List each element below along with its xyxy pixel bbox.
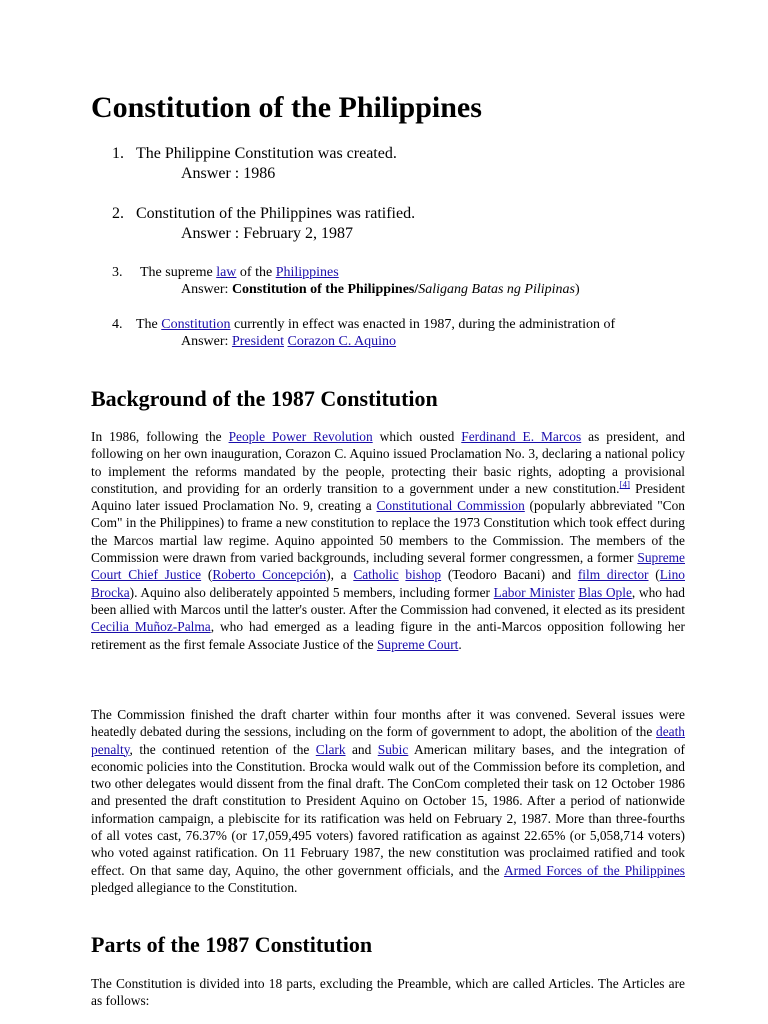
text-run: ( — [648, 567, 660, 583]
text-run: . — [458, 636, 462, 652]
question-number: 1. — [112, 145, 124, 162]
question-answer: Answer : February 2, 1987 — [181, 225, 353, 242]
death-penalty-link[interactable]: death penalty — [91, 724, 685, 757]
page-title: Constitution of the Philippines — [91, 91, 482, 124]
president-link[interactable]: President — [231, 334, 285, 349]
catholic-link[interactable]: Catholic — [353, 567, 399, 583]
answer-label: Answer: — [181, 282, 232, 297]
question-answer — [181, 333, 396, 350]
law-link[interactable]: law — [216, 265, 237, 280]
supreme-court-link[interactable]: Supreme Court — [376, 636, 459, 652]
question-answer: Answer : 1986 — [181, 165, 276, 182]
lino-brocka-link[interactable]: Lino Brocka — [91, 567, 685, 600]
labor-minister-link[interactable]: Labor Minister — [493, 584, 575, 600]
text-run: , who had emerged as a leading figure in the anti-Marcos opposition following her retirement as the first female Associate Justice of the — [91, 619, 685, 652]
background-paragraph-2 — [91, 706, 685, 896]
question-number: 2. — [112, 205, 124, 222]
text-run: In 1986, following the — [91, 429, 229, 444]
answer-label: Answer: — [181, 334, 232, 349]
text-run: American military bases, and the integration of economic policies into the Constitution. Brocka would walk out of the Commission before its completion, and two other delegates would dissent from the final draft. The ConCom completed their task on 12 October 1986 and presented the draft constitution to President Aquino on October 15, 1986. After a period of nationwide information campaign, a plebiscite for its ratification was held on February 2, 1987. More than three-fourths of all votes cast, 76.37% (or 17,059,495 voters) favored ratification as against 22.65% (or 5,058,714 voters) who voted against ratification. On 11 February 1987, the new constitution was proclaimed ratified and took effect. On that same day, Aquino, the other government officials, and the — [91, 741, 685, 878]
text-run: pledged allegiance to the Constitution. — [91, 879, 298, 895]
question-text: The Philippine Constitution was created. — [136, 145, 397, 162]
marcos-link[interactable]: Ferdinand E. Marcos — [461, 429, 582, 444]
reference-link[interactable]: [4] — [619, 479, 630, 490]
answer-end: ) — [575, 282, 580, 297]
answer-italic: Saligang Batas ng Pilipinas — [418, 282, 575, 297]
blas-ople-link[interactable]: Blas Ople — [578, 584, 632, 600]
people-power-link[interactable]: People Power Revolution — [228, 429, 373, 444]
text-run: ), a — [326, 567, 354, 583]
question-text-part: of the — [236, 265, 276, 280]
chief-justice-link[interactable]: Supreme Court Chief Justice — [91, 550, 685, 583]
background-paragraph-1 — [91, 428, 685, 653]
subic-link[interactable]: Subic — [377, 741, 409, 757]
question-text-part: The supreme — [140, 265, 217, 280]
text-run: President Aquino later issued Proclamation No. 9, creating a — [91, 480, 686, 514]
munoz-palma-link[interactable]: Cecilia Muñoz-Palma — [91, 619, 211, 635]
question-text: Constitution of the Philippines was ratified. — [136, 205, 416, 222]
section-heading-background: Background of the 1987 Constitution — [91, 386, 438, 411]
text-run: , who had been allied with Marcos until the latter's ouster. After the Commission had convened, it elected as its president — [91, 584, 685, 617]
text-run: (Teodoro Bacani) and — [441, 567, 578, 583]
question-number: 4. — [112, 317, 123, 332]
question-text — [136, 316, 615, 333]
question-answer — [181, 281, 580, 298]
text-run: The Commission finished the draft charter within four months after it was convened. Several issues were heatedly debated during the sessions, including on the form of government to adopt, the abolition of the — [91, 707, 685, 740]
question-text-part: The — [136, 317, 162, 332]
constitution-link[interactable]: Constitution — [161, 317, 231, 332]
text-run: (popularly abbreviated "Con Com" in the Philippines) to frame a new constitution to replace the 1973 Constitution which took effect during the Marcos martial law regime. Aquino appointed 50 members to the Commission. The members of the Commission were drawn from varied backgrounds, including several former congressmen, a former — [91, 498, 685, 566]
text-run: as president, and following on her own inauguration, Corazon C. Aquino issued Proclamation No. 3, declaring a national policy to implement the reforms mandated by the people, protecting their basic rights, adopting a provisional constitution, and providing for an orderly transition to a government under a new constitution. — [91, 429, 685, 496]
text-run: ). Aquino also deliberately appointed 5 members, including former — [129, 584, 494, 600]
text-run: and — [345, 741, 378, 757]
question-text — [140, 264, 339, 281]
section-heading-parts: Parts of the 1987 Constitution — [91, 932, 373, 957]
parts-paragraph-1: The Constitution is divided into 18 parts, excluding the Preamble, which are called Articles. The Articles are as follows: — [91, 976, 685, 1009]
constitutional-commission-link[interactable]: Constitutional Commission — [376, 498, 525, 514]
text-run: ( — [201, 567, 213, 583]
film-director-link[interactable]: film director — [577, 567, 649, 583]
question-number: 3. — [112, 265, 123, 280]
question-text-part: currently in effect was enacted in 1987, during the administration of — [230, 317, 616, 332]
philippines-link[interactable]: Philippines — [275, 265, 339, 280]
text-run: , the continued retention of the — [129, 741, 316, 757]
clark-link[interactable]: Clark — [315, 741, 346, 757]
concepcion-link[interactable]: Roberto Concepción — [212, 567, 327, 583]
answer-bold: Constitution of the Philippines/ — [231, 282, 419, 297]
aquino-link[interactable]: Corazon C. Aquino — [287, 334, 397, 349]
text-run: which ousted — [372, 429, 462, 444]
armed-forces-link[interactable]: Armed Forces of the Philippines — [503, 862, 685, 878]
bishop-link[interactable]: bishop — [405, 567, 442, 583]
